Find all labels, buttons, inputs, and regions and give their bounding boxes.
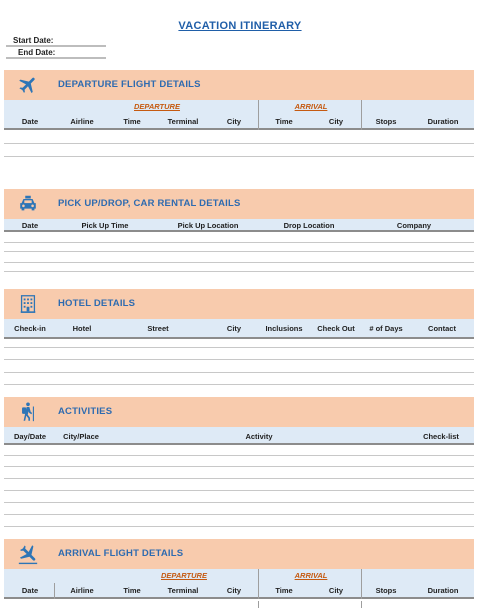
column-header: Time — [123, 117, 141, 126]
table-row[interactable] — [4, 526, 474, 527]
group-divider — [258, 100, 259, 130]
column-divider — [54, 583, 55, 599]
table-row[interactable] — [4, 143, 474, 144]
hotel-column-header — [4, 319, 474, 339]
start-date-field[interactable] — [6, 45, 106, 47]
column-header: Time — [123, 586, 141, 595]
departure-flight-section — [4, 70, 474, 160]
group-divider — [258, 569, 259, 599]
column-header: City — [226, 324, 242, 333]
column-header: City — [328, 586, 344, 595]
table-row[interactable] — [4, 271, 474, 272]
activities-title: ACTIVITIES — [58, 406, 113, 417]
car-rental-header — [4, 189, 474, 219]
departure-flight-header — [4, 70, 474, 100]
table-row[interactable] — [4, 251, 474, 252]
car-rental-section — [4, 189, 474, 281]
hotel-header — [4, 289, 474, 319]
table-row[interactable] — [4, 490, 474, 491]
hotel-building-icon — [16, 293, 40, 315]
column-header: Check-list — [423, 432, 459, 441]
arrival-flight-column-header — [4, 569, 474, 599]
column-header: Duration — [427, 586, 459, 595]
column-header: City/Place — [63, 432, 99, 441]
column-header: Activity — [245, 432, 273, 441]
column-header: Contact — [428, 324, 456, 333]
hotel-section — [4, 289, 474, 387]
column-header: Stops — [375, 117, 397, 126]
table-row[interactable] — [4, 359, 474, 360]
group-divider — [361, 601, 362, 608]
column-header: Time — [275, 586, 293, 595]
group-departure-label: DEPARTURE — [134, 102, 180, 111]
column-header: City — [226, 117, 242, 126]
table-row[interactable] — [4, 384, 474, 385]
table-row[interactable] — [4, 514, 474, 515]
car-rental-column-header — [4, 219, 474, 232]
column-header: Stops — [375, 586, 397, 595]
taxi-icon — [16, 193, 40, 215]
column-header: Terminal — [167, 586, 199, 595]
group-divider — [258, 601, 259, 608]
column-header: Airline — [70, 586, 94, 595]
activities-section — [4, 397, 474, 529]
hotel-title: HOTEL DETAILS — [58, 298, 136, 309]
airplane-icon — [16, 74, 40, 96]
column-header: # of Days — [369, 324, 403, 333]
arrival-flight-title: ARRIVAL FLIGHT DETAILS — [58, 548, 184, 559]
departure-flight-column-header — [4, 100, 474, 130]
table-row[interactable] — [4, 502, 474, 503]
table-row[interactable] — [4, 478, 474, 479]
start-date-label: Start Date: — [13, 36, 54, 45]
group-divider — [361, 100, 362, 130]
column-header: Company — [396, 221, 432, 230]
column-header: Check-in — [14, 324, 46, 333]
column-header: Check Out — [317, 324, 355, 333]
group-divider — [361, 569, 362, 599]
column-header: Pick Up Time — [81, 221, 129, 230]
table-row[interactable] — [4, 372, 474, 373]
table-row[interactable] — [4, 455, 474, 456]
column-header: Pick Up Location — [177, 221, 239, 230]
arrival-flight-section — [4, 539, 474, 608]
column-header: Date — [21, 586, 39, 595]
airplane-landing-icon — [16, 543, 40, 565]
car-rental-title: PICK UP/DROP, CAR RENTAL DETAILS — [58, 198, 241, 209]
column-header: Time — [275, 117, 293, 126]
column-header: Terminal — [167, 117, 199, 126]
column-header: Date — [21, 221, 39, 230]
end-date-field[interactable] — [6, 57, 106, 59]
end-date-label: End Date: — [18, 48, 56, 57]
column-header: Airline — [70, 117, 94, 126]
column-header: Drop Location — [283, 221, 335, 230]
table-row[interactable] — [4, 242, 474, 243]
activities-column-header — [4, 427, 474, 445]
group-arrival-label: ARRIVAL — [294, 102, 328, 111]
departure-flight-title: DEPARTURE FLIGHT DETAILS — [58, 79, 201, 90]
group-arrival-label: ARRIVAL — [294, 571, 328, 580]
column-header: City — [328, 117, 344, 126]
column-header: Day/Date — [13, 432, 47, 441]
page-title: VACATION ITINERARY — [178, 20, 302, 32]
hiker-icon — [16, 401, 40, 423]
column-header: Street — [147, 324, 169, 333]
arrival-flight-header — [4, 539, 474, 569]
column-header: Inclusions — [265, 324, 303, 333]
activities-header — [4, 397, 474, 427]
table-row[interactable] — [4, 262, 474, 263]
column-header: Date — [21, 117, 39, 126]
column-header: Hotel — [72, 324, 92, 333]
group-departure-label: DEPARTURE — [161, 571, 207, 580]
column-header: Duration — [427, 117, 459, 126]
column-header: City — [226, 586, 242, 595]
table-row[interactable] — [4, 347, 474, 348]
table-row[interactable] — [4, 156, 474, 157]
table-row[interactable] — [4, 466, 474, 467]
